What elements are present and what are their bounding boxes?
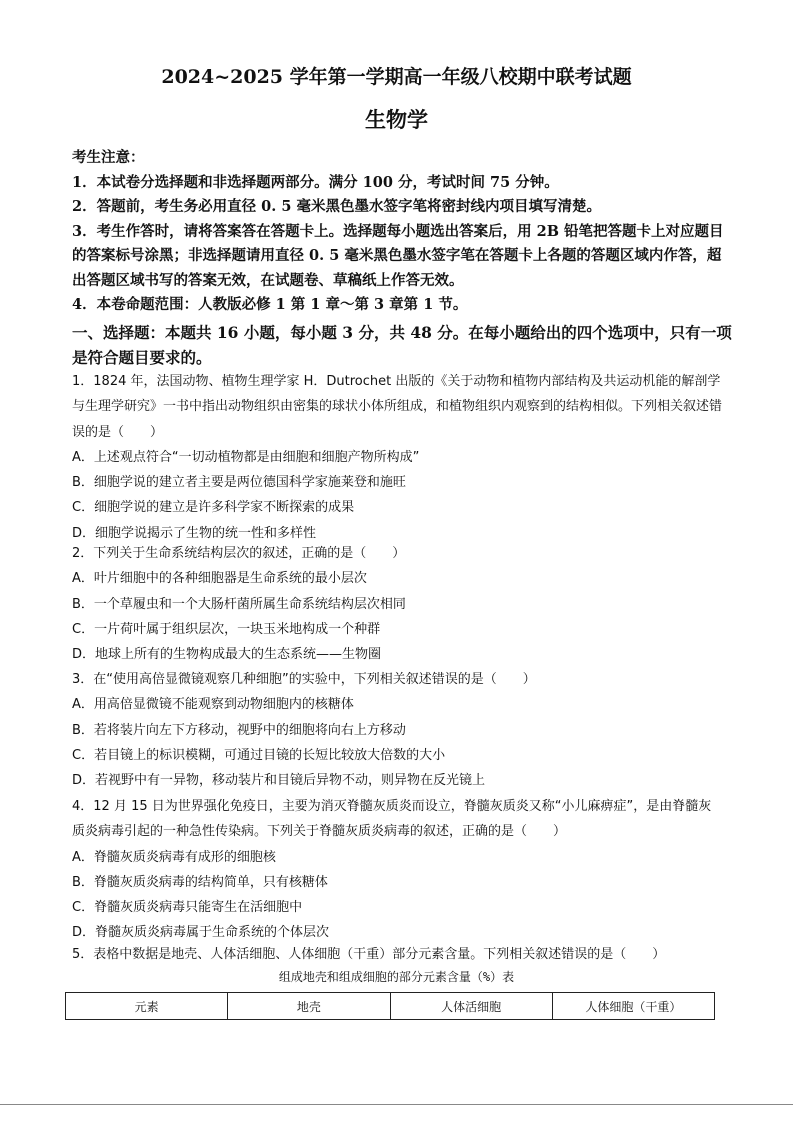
notice-item: 3．考生作答时，请将答案答在答题卡上。选择题每小题选出答案后，用 2B 铅笔把答题卡上对应题目的答案标号涂黑；非选择题请用直径 0. 5 毫米黑色墨水签字笔在答题卡上各题的答题区域内作答，超出答题区域书写的答案无效，在试题卷、草稿纸上作答无效。 xyxy=(72,222,724,289)
question-3 xyxy=(72,667,722,793)
option-b: B．一个草履虫和一个大肠杆菌所属生命系统结构层次相同 xyxy=(72,596,406,612)
question-1 xyxy=(72,369,722,546)
option-d: D．细胞学说揭示了生物的统一性和多样性 xyxy=(72,525,317,541)
option-a: A．叶片细胞中的各种细胞器是生命系统的最小层次 xyxy=(72,571,367,587)
table-header-cell: 人体细胞（干重） xyxy=(552,993,714,1020)
question-stem: 4．12 月 15 日为世界强化免疫日，主要为消灭脊髓灰质炎而设立，脊髓灰质炎又称“小儿麻痹症”，是由脊髓灰质炎病毒引起的一种急性传染病。下列关于脊髓灰质炎病毒的叙述，正确的是（ ） xyxy=(72,799,712,840)
notice-item: 2．答题前，考生务必用直径 0. 5 毫米黑色墨水签字笔将密封线内项目填写清楚。 xyxy=(72,198,601,215)
table-header-cell: 人体活细胞 xyxy=(390,993,552,1020)
option-d: D．地球上所有的生物构成最大的生态系统——生物圈 xyxy=(72,647,382,663)
option-c: C．一片荷叶属于组织层次，一块玉米地构成一个种群 xyxy=(72,621,381,637)
option-b: B．若将装片向左下方移动，视野中的细胞将向右上方移动 xyxy=(72,722,406,738)
table-header-row xyxy=(66,993,715,1020)
table-header-cell: 元素 xyxy=(66,993,228,1020)
notice-item: 1．本试卷分选择题和非选择题两部分。满分 100 分，考试时间 75 分钟。 xyxy=(72,173,559,191)
option-c: C．细胞学说的建立是许多科学家不断探索的成果 xyxy=(72,500,355,516)
question-stem: 1．1824 年，法国动物、植物生理学家 H．Dutrochet 出版的《关于动物和植物内部结构及共运动机能的解剖学与生理学研究》一书中指出动物组织由密集的球状小体所组成，和植物组织内观察到的结构相似。下列相关叙述错误的是（ ） xyxy=(72,374,723,440)
exam-title: 2024~2025 学年第一学期高一年级八校期中联考试题 xyxy=(161,66,632,88)
notice-item: 4．本卷命题范围：人教版必修 1 第 1 章～第 3 章第 1 节。 xyxy=(72,296,468,313)
question-stem: 3．在“使用高倍显微镜观察几种细胞”的实验中，下列相关叙述错误的是（ ） xyxy=(72,672,536,687)
question-5 xyxy=(72,942,722,967)
subject-title: 生物学 xyxy=(365,107,428,132)
section-heading: 一、选择题：本题共 16 小题，每小题 3 分，共 48 分。在每小题给出的四个选项中，只有一项是符合题目要求的。 xyxy=(72,323,732,367)
option-b: B．脊髓灰质炎病毒的结构简单，只有核糖体 xyxy=(72,874,328,890)
option-d: D．若视野中有一异物，移动装片和目镜后异物不动，则异物在反光镜上 xyxy=(72,773,486,789)
option-d: D．脊髓灰质炎病毒属于生命系统的个体层次 xyxy=(72,925,330,941)
question-4 xyxy=(72,794,722,946)
question-stem: 2．下列关于生命系统结构层次的叙述，正确的是（ ） xyxy=(72,546,406,561)
option-c: C．脊髓灰质炎病毒只能寄生在活细胞中 xyxy=(72,900,303,916)
option-c: C．若目镜上的标识模糊，可通过目镜的长短比较放大倍数的大小 xyxy=(72,747,446,763)
page-bottom-rule xyxy=(0,1104,793,1105)
option-b: B．细胞学说的建立者主要是两位德国科学家施莱登和施旺 xyxy=(72,475,406,491)
question-2 xyxy=(72,541,722,667)
table-header-cell: 地壳 xyxy=(228,993,390,1020)
option-a: A．脊髓灰质炎病毒有成形的细胞核 xyxy=(72,849,276,865)
question-stem: 5．表格中数据是地壳、人体活细胞、人体细胞（干重）部分元素含量。下列相关叙述错误的是（ ） xyxy=(72,947,666,962)
option-a: A．上述观点符合“一切动植物都是由细胞和细胞产物所构成” xyxy=(72,449,420,465)
element-content-table xyxy=(65,992,715,1020)
candidate-notice xyxy=(72,146,732,318)
option-a: A．用高倍显微镜不能观察到动物细胞内的核糖体 xyxy=(72,697,354,713)
notice-heading: 考生注意： xyxy=(72,149,145,166)
table-caption: 组成地壳和组成细胞的部分元素含量（%）表 xyxy=(278,970,515,984)
